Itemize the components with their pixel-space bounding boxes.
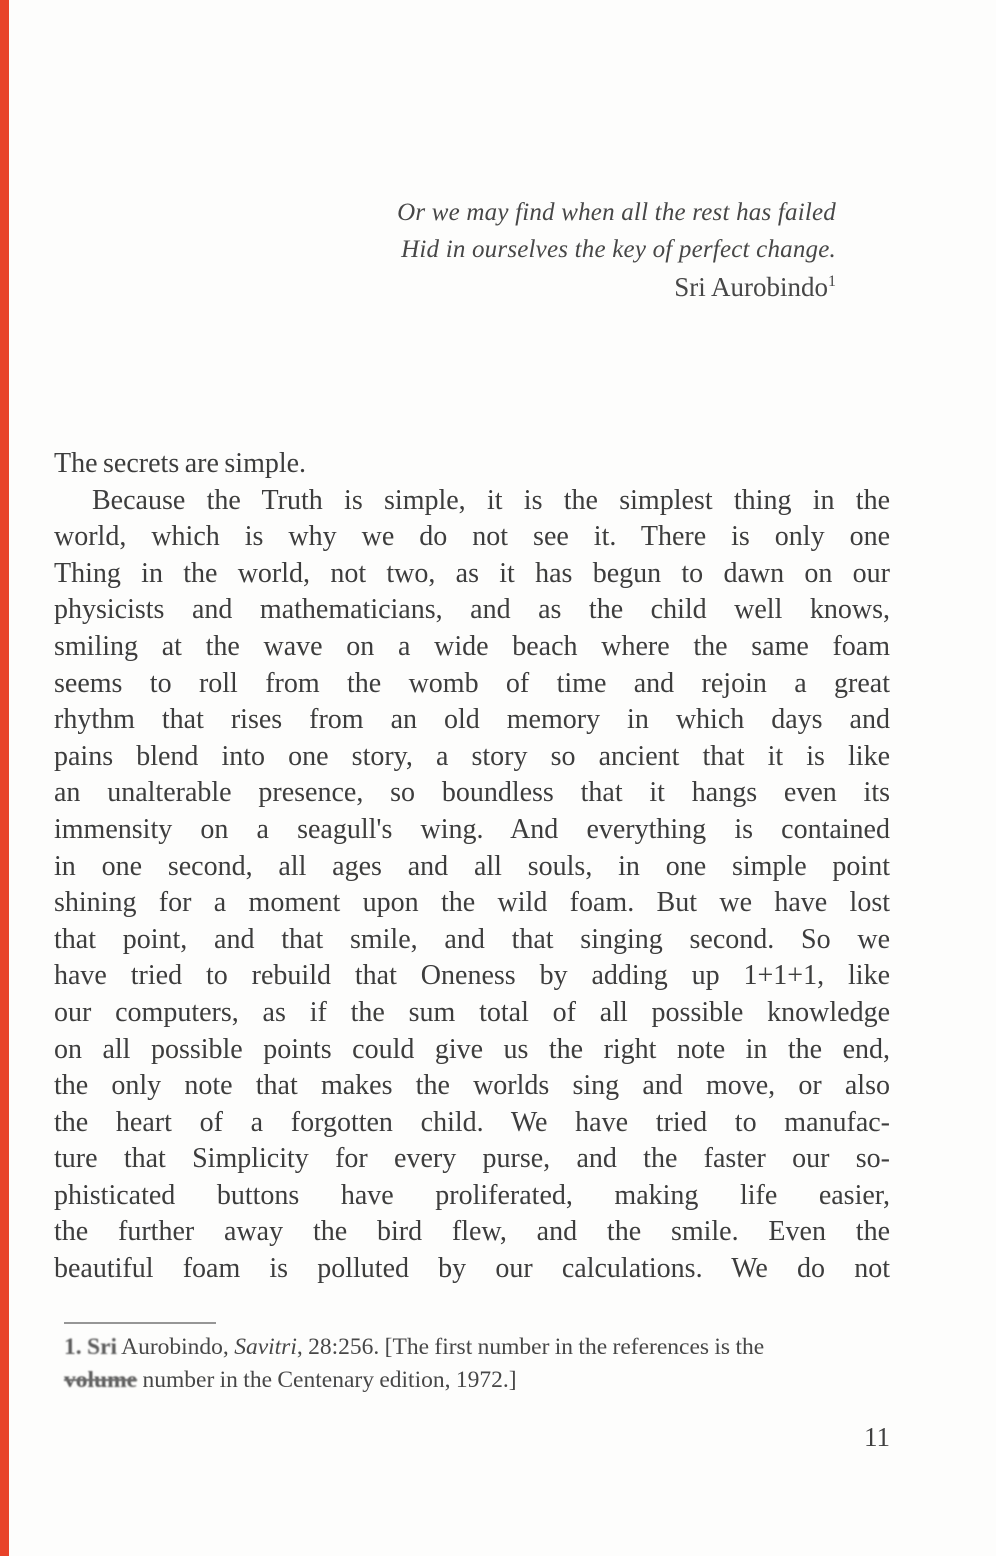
body-line: smiling at the wave on a wide beach where the same foam	[54, 630, 890, 662]
body-line: our computers, as if the sum total of all possible knowledge	[54, 996, 890, 1028]
body-line: phisticated buttons have proliferated, making life easier,	[54, 1179, 890, 1211]
scan-edge-stripe	[0, 0, 9, 1556]
body-line: seems to roll from the womb of time and rejoin a great	[54, 667, 890, 699]
body-line: pains blend into one story, a story so ancient that it is like	[54, 740, 890, 772]
footnote-rule	[64, 1322, 216, 1324]
footnote-volume-word: volume	[64, 1367, 138, 1393]
body-line: in one second, all ages and all souls, in one simple point	[54, 850, 890, 882]
body-line: The secrets are simple.	[54, 448, 307, 479]
body-line: immensity on a seagull's wing. And everything is contained	[54, 813, 890, 845]
body-line: on all possible points could give us the right note in the end,	[54, 1033, 890, 1065]
footnote-author-rest: Aurobindo,	[117, 1334, 235, 1360]
body-line: have tried to rebuild that Oneness by adding up 1+1+1, like	[54, 960, 890, 992]
body-text	[54, 446, 890, 1288]
body-line: an unalterable presence, so boundless that it hangs even its	[54, 777, 890, 809]
body-line: world, which is why we do not see it. There is only one	[54, 521, 890, 553]
epigraph	[397, 194, 836, 306]
epigraph-line-2: Hid in ourselves the key of perfect change.	[401, 236, 836, 263]
body-line: Because the Truth is simple, it is the simplest thing in the	[92, 484, 890, 516]
footnote-line-2	[64, 1364, 914, 1397]
body-line: beautiful foam is polluted by our calculations. We do not	[54, 1253, 890, 1285]
footnote-reference-marker: 1	[828, 273, 836, 290]
epigraph-attribution	[397, 268, 836, 306]
body-line: ture that Simplicity for every purse, and the faster our so-	[54, 1143, 890, 1175]
attribution-name: Sri Aurobindo	[674, 272, 828, 302]
footnote-line-1	[64, 1331, 914, 1364]
body-line: Thing in the world, not two, as it has begun to dawn on our	[54, 557, 890, 589]
body-line: shining for a moment upon the wild foam. But we have lost	[54, 887, 890, 919]
epigraph-line-1: Or we may find when all the rest has failed	[397, 199, 836, 226]
footnote-marker-author: 1. Sri	[64, 1334, 118, 1360]
footnote-line-2-rest: number in the Centenary edition, 1972.]	[137, 1367, 517, 1393]
body-line: the further away the bird flew, and the smile. Even the	[54, 1216, 890, 1248]
page-number: 11	[864, 1422, 890, 1452]
footnote-citation: , 28:256. [The first number in the references is the	[296, 1334, 765, 1360]
body-line: rhythm that rises from an old memory in which days and	[54, 704, 890, 736]
footnote-work-title: Savitri	[234, 1334, 297, 1360]
body-line: the heart of a forgotten child. We have tried to manufac-	[54, 1106, 890, 1138]
body-line: physicists and mathematicians, and as the child well knows,	[54, 594, 890, 626]
footnote	[64, 1331, 914, 1397]
body-line: the only note that makes the worlds sing and move, or also	[54, 1070, 890, 1102]
body-line: that point, and that smile, and that singing second. So we	[54, 923, 890, 955]
